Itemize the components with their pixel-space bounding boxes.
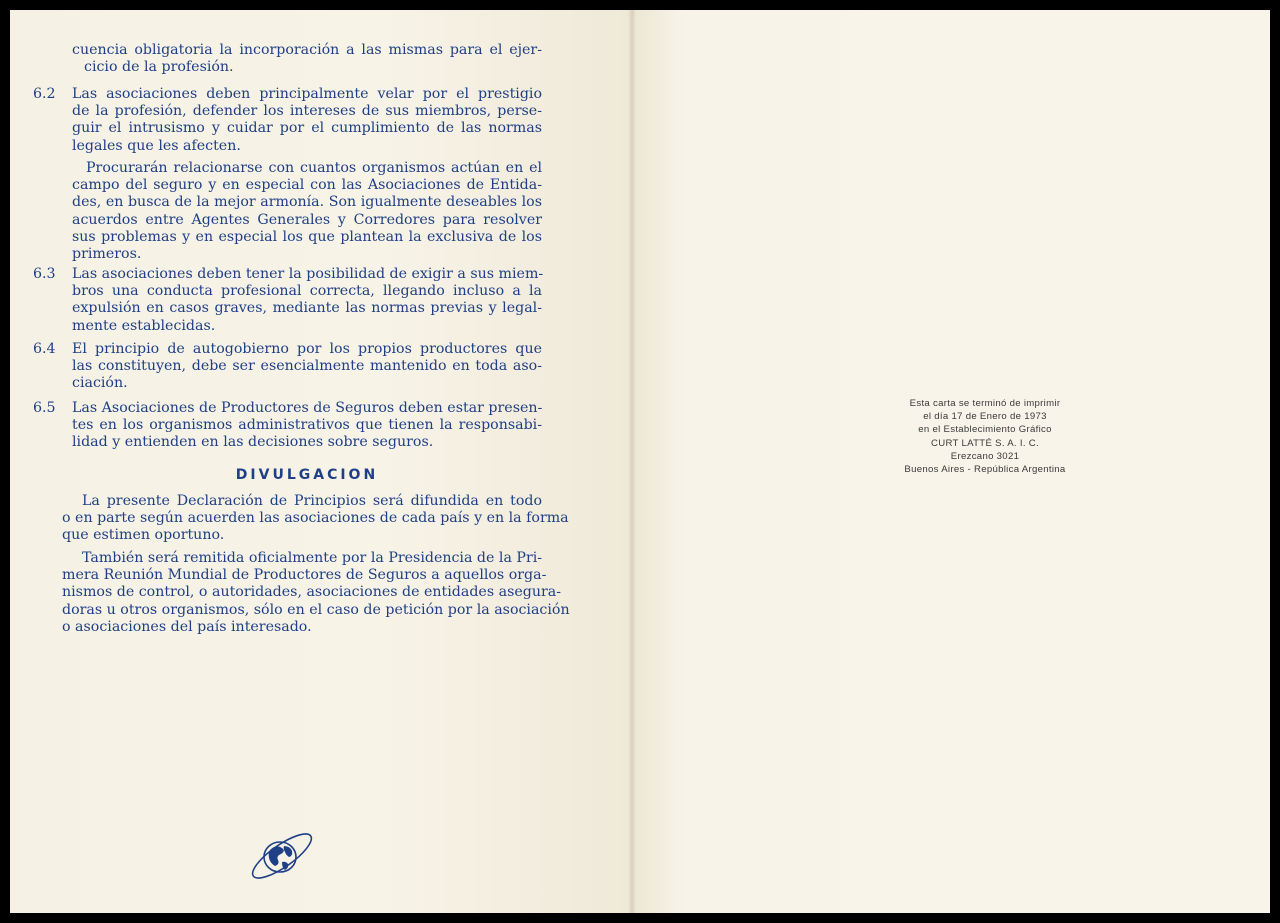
text-line: La presente Declaración de Principios será difundida en todo	[82, 493, 542, 509]
left-page	[10, 10, 632, 913]
document-spread	[10, 10, 1270, 913]
text-line: doras u otros organismos, sólo en el caso de petición por la asociación	[62, 601, 570, 618]
text-line: tes en los organismos administrativos que tienen la responsabi-	[72, 417, 542, 434]
text-line: cuencia obligatoria la incorporación a las mismas para el ejer-	[72, 42, 542, 58]
text-line: guir el intrusismo y cuidar por el cumplimiento de las normas	[72, 120, 542, 137]
text-line: Las Asociaciones de Productores de Seguros deben estar presen-	[72, 400, 543, 416]
item-number: 6.2	[33, 86, 56, 102]
colophon	[863, 397, 1107, 476]
text-line: También será remitida oficialmente por la Presidencia de la Pri-	[82, 550, 543, 566]
text-line: Procurarán relacionarse con cuantos organismos actúan en el	[86, 160, 542, 176]
colophon-line: en el Establecimiento Gráfico	[918, 424, 1052, 436]
text-line: sus problemas y en especial los que plantean la exclusiva de los	[72, 228, 542, 245]
section-heading: DIVULGACION	[235, 467, 379, 483]
text-line: mente establecidas.	[72, 317, 216, 334]
colophon-line: Buenos Aires - República Argentina	[904, 464, 1066, 476]
text-line: cicio de la profesión.	[84, 59, 234, 76]
text-line: campo del seguro y en especial con las Asociaciones de Entida-	[72, 177, 542, 194]
text-line: o en parte según acuerden las asociaciones de cada país y en la forma	[62, 510, 569, 527]
text-line: de la profesión, defender los intereses de sus miembros, perse-	[72, 103, 542, 120]
text-line: las constituyen, debe ser esencialmente mantenido en toda aso-	[72, 358, 542, 375]
text-line: mera Reunión Mundial de Productores de Seguros a aquellos orga-	[62, 567, 547, 584]
item-6-2-paragraph-2	[72, 160, 542, 263]
text-line: lidad y entienden en las decisiones sobre seguros.	[72, 434, 434, 451]
item-6-3-paragraph	[72, 266, 542, 335]
text-line: acuerdos entre Agentes Generales y Corredores para resolver	[72, 211, 542, 228]
text-line: bros una conducta profesional correcta, llegando incluso a la	[72, 283, 542, 300]
intro-paragraph	[72, 42, 542, 76]
colophon-line: Erezcano 3021	[950, 450, 1020, 462]
text-line: o asociaciones del país interesado.	[62, 618, 312, 635]
colophon-line: CURT LATTÉ S. A. I. C.	[931, 437, 1039, 449]
text-line: primeros.	[72, 246, 142, 263]
book-gutter	[628, 10, 636, 913]
globe-with-orbit-icon	[246, 830, 318, 882]
text-line: expulsión en casos graves, mediante las normas previas y legal-	[72, 300, 542, 317]
divulgacion-paragraph-2	[62, 550, 570, 636]
item-number: 6.5	[33, 400, 56, 416]
item-6-2-paragraph-1	[72, 86, 542, 155]
item-6-5-paragraph	[72, 400, 542, 452]
item-number: 6.4	[33, 341, 56, 357]
colophon-line: el día 17 de Enero de 1973	[923, 411, 1047, 423]
text-line: legales que les afecten.	[72, 137, 241, 154]
item-number: 6.3	[33, 266, 56, 282]
text-line: Las asociaciones deben tener la posibilidad de exigir a sus miem-	[72, 266, 544, 282]
divulgacion-paragraph-1	[62, 493, 569, 545]
colophon-line: Esta carta se terminó de imprimir	[909, 398, 1061, 409]
text-line: nismos de control, o autoridades, asociaciones de entidades asegura-	[62, 584, 561, 601]
text-line: El principio de autogobierno por los propios productores que	[72, 341, 542, 357]
text-line: Las asociaciones deben principalmente velar por el prestigio	[72, 86, 542, 102]
item-6-4-paragraph	[72, 341, 542, 393]
text-line: que estimen oportuno.	[62, 527, 225, 544]
text-line: ciación.	[72, 375, 128, 392]
text-line: des, en busca de la mejor armonía. Son igualmente deseables los	[72, 194, 542, 211]
